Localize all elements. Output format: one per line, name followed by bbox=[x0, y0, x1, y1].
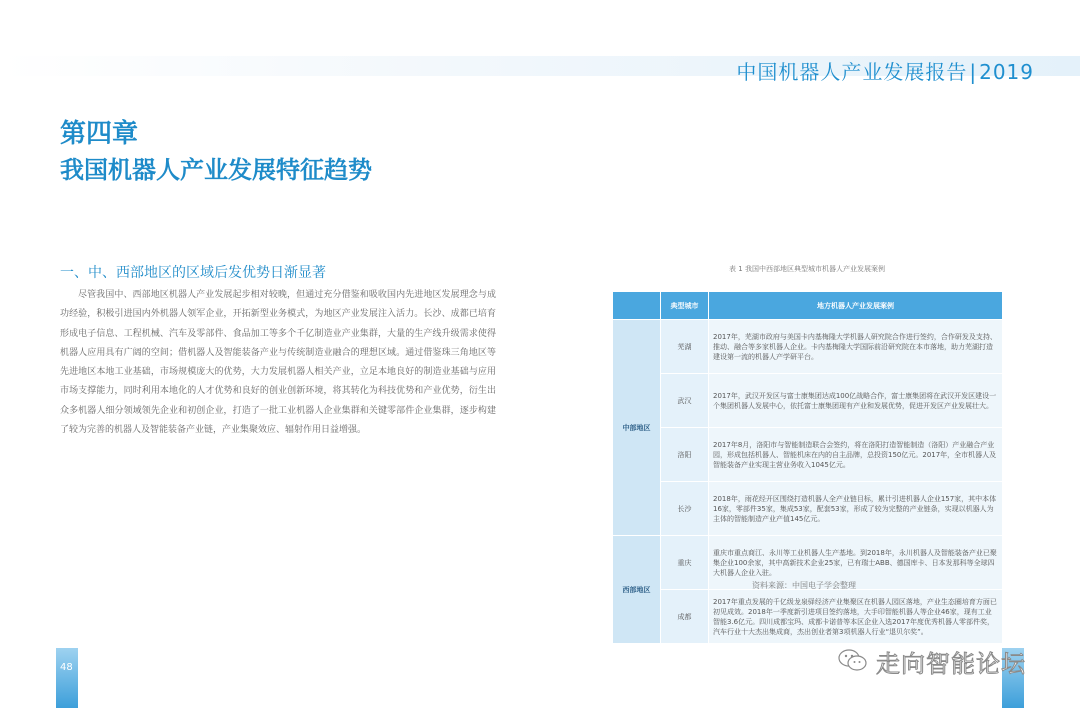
case-description: 重庆市重点商江、永川等工业机器人生产基地。到2018年，永川机器人及智能装备产业已聚集企业100余家，其中高新技术企业25家，已有瑞士ABB、德国库卡、日本发那科等全球四大机器人企业入驻。 bbox=[709, 536, 1003, 590]
table-row bbox=[613, 482, 1003, 536]
case-description: 2018年，雨花经开区围绕打造机器人全产业链目标，累计引进机器人企业157家，其中本体16家，零部件35家，集成53家，配套53家，形成了较为完整的产业链条，实现以机器人为主体的智能制造产业产值145亿元。 bbox=[709, 482, 1003, 536]
city-name: 武汉 bbox=[661, 374, 709, 428]
case-description: 2017年，武汉开发区与富士康集团达成100亿战略合作，富士康集团将在武汉开发区建设一个集团机器人发展中心，依托富士康集团现有产业和发展优势，促进开发区产业发展壮大。 bbox=[709, 374, 1003, 428]
table-source: 资料来源：中国电子学会整理 bbox=[752, 581, 856, 590]
table-caption: 表 1 我国中西部地区典型城市机器人产业发展案例 bbox=[729, 265, 885, 273]
region-case-table bbox=[612, 291, 1003, 644]
table-header-row bbox=[613, 292, 1003, 320]
watermark bbox=[838, 644, 1026, 678]
city-name: 芜湖 bbox=[661, 320, 709, 374]
section-body: 尽管我国中、西部地区机器人产业发展起步相对较晚，但通过充分借鉴和吸收国内先进地区发展理念与成功经验，积极引进国内外机器人领军企业，开拓新型业务模式，为地区产业发展注入活力。长沙、成都已培育形成电子信息、工程机械、汽车及零部件、食品加工等多个千亿制造业产业集群，大量的生产线升级需求使得机器人应用具有广阔的空间；借机器人及智能装备产业与传统制造业融合的理想区域。通过借鉴珠三角地区等先进地区本地工业基础，市场规模庞大的优势，大力发展机器人相关产业，立足本地良好的制造业基础与应用市场支撑能力，同时利用本地化的人才优势和良好的创业创新环境，将其转化为科技优势和产业优势，衍生出众多机器人细分领域领先企业和初创企业，打造了一批工业机器人企业集群和关键零部件企业集群，逐步构建了较为完善的机器人及智能装备产业链，产业集聚效应、辐射作用日益增强。 bbox=[60, 290, 496, 436]
region-label: 中部地区 bbox=[613, 320, 661, 536]
page-number: 48 bbox=[60, 662, 73, 673]
header-region bbox=[613, 292, 661, 320]
section-heading: 一、中、西部地区的区域后发优势日渐显著 bbox=[60, 265, 326, 281]
table-row bbox=[613, 428, 1003, 482]
table-row bbox=[613, 320, 1003, 374]
table-row bbox=[613, 590, 1003, 644]
region-label: 西部地区 bbox=[613, 536, 661, 644]
header-case: 地方机器人产业发展案例 bbox=[709, 292, 1003, 320]
chapter-title: 我国机器人产业发展特征趋势 bbox=[60, 156, 372, 184]
title-separator: | bbox=[969, 60, 978, 84]
case-description: 2017年，芜湖市政府与美国卡内基梅隆大学机器人研究院合作进行签约，合作研发及支持、推动、融合等多家机器人企业。卡内基梅隆大学国际前沿研究院在本市落地，助力芜湖打造建设第一流的机器人产学研平台。 bbox=[709, 320, 1003, 374]
city-name: 长沙 bbox=[661, 482, 709, 536]
city-name: 重庆 bbox=[661, 536, 709, 590]
city-name: 成都 bbox=[661, 590, 709, 644]
case-description: 2017年8月，洛阳市与智能制造联合会签约，将在洛阳打造智能制造（洛阳）产业融合产业园，形成包括机器人、智能机床在内的自主品牌，总投资150亿元。2017年，全市机器人及智能装备产业实现主营业务收入1045亿元。 bbox=[709, 428, 1003, 482]
report-title-text: 中国机器人产业发展报告 bbox=[736, 60, 968, 84]
report-title bbox=[736, 56, 1034, 85]
chapter-number: 第四章 bbox=[60, 119, 139, 149]
report-year: 2019 bbox=[979, 60, 1034, 84]
header-city: 典型城市 bbox=[661, 292, 709, 320]
watermark-text: 走向智能论坛 bbox=[876, 649, 1026, 678]
page-tab-left bbox=[56, 648, 78, 708]
table-row bbox=[613, 374, 1003, 428]
case-description: 2017年重点发展的千亿级龙泉驿经济产业集聚区在机器人园区落地，产业生态圈培育方面已初见成效。2018年一季度新引进项目签约落地，大手印智能机器人等企业46家，现有工业智能3.6亿元。四川成都宝玛、成都卡诺普等本区企业入选2017年度优秀机器人零部件奖，汽车行业十大杰出集成商，杰出创业者第3项机器人行业“退贝尔奖”。 bbox=[709, 590, 1003, 644]
city-name: 洛阳 bbox=[661, 428, 709, 482]
wechat-icon bbox=[838, 648, 868, 674]
